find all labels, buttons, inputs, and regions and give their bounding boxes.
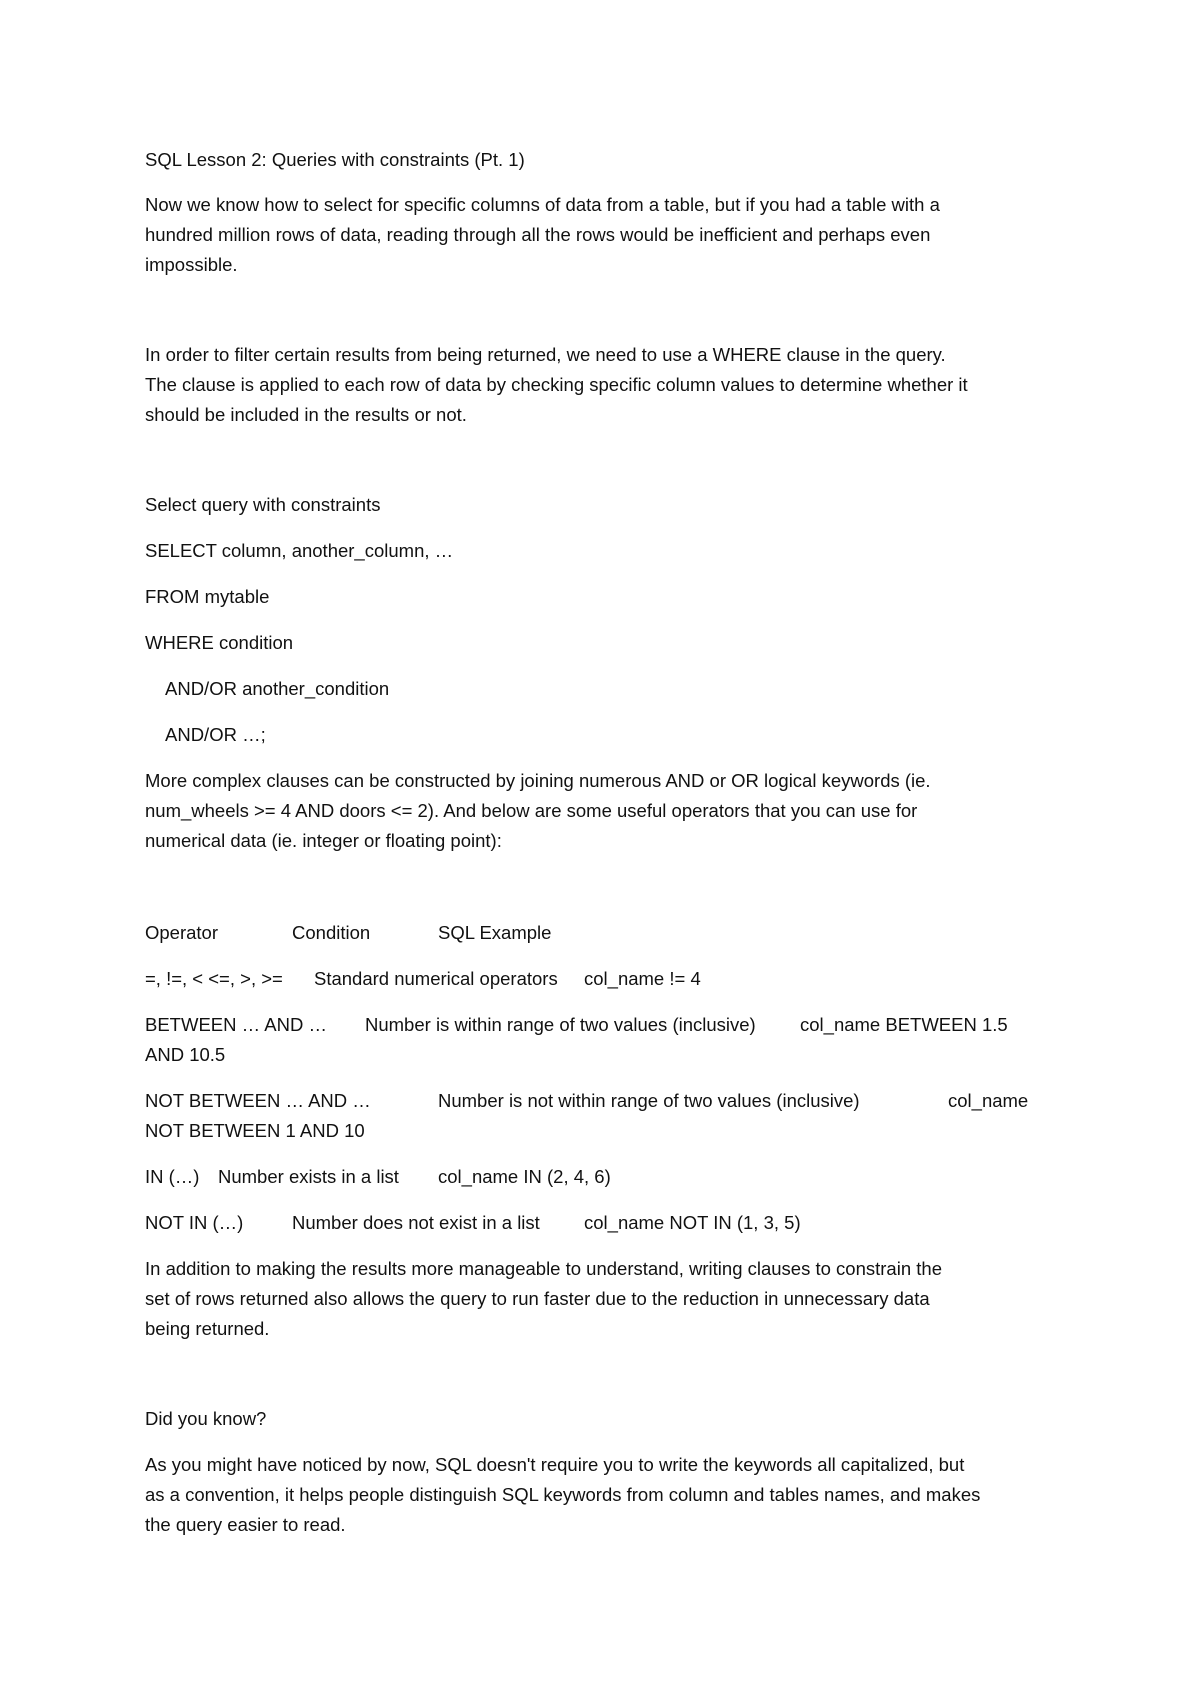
row4-example: col_name IN (2, 4, 6) xyxy=(438,1166,611,1187)
filter-line-3: should be included in the results or not. xyxy=(145,404,467,425)
syntax-select-line: SELECT column, another_column, … xyxy=(145,540,454,561)
intro-line-3: impossible. xyxy=(145,254,238,275)
syntax-where-line: WHERE condition xyxy=(145,632,294,653)
filter-line-2: The clause is applied to each row of data by checking specific column values to determine whether it xyxy=(145,374,968,395)
row1-condition: Standard numerical operators xyxy=(314,968,558,989)
complex-line-1: More complex clauses can be constructed by joining numerous AND or OR logical keywords (ie. xyxy=(145,770,931,791)
table-header-example: SQL Example xyxy=(438,922,552,943)
intro-line-1: Now we know how to select for specific columns of data from a table, but if you had a table with a xyxy=(145,194,940,215)
row4-operator: IN (…) xyxy=(145,1166,200,1187)
tip-line-3: the query easier to read. xyxy=(145,1514,346,1535)
syntax-heading: Select query with constraints xyxy=(145,494,381,515)
row1-operator: =, !=, < <=, >, >= xyxy=(145,968,283,989)
row2-operator: BETWEEN … AND … xyxy=(145,1014,327,1035)
tip-line-2: as a convention, it helps people distinguish SQL keywords from column and tables names, and makes xyxy=(145,1484,981,1505)
row5-operator: NOT IN (…) xyxy=(145,1212,244,1233)
complex-line-2: num_wheels >= 4 AND doors <= 2). And below are some useful operators that you can use for xyxy=(145,800,918,821)
row3-operator: NOT BETWEEN … AND … xyxy=(145,1090,371,1111)
table-header-operator: Operator xyxy=(145,922,219,943)
row5-example: col_name NOT IN (1, 3, 5) xyxy=(584,1212,801,1233)
page-title: SQL Lesson 2: Queries with constraints (Pt. 1) xyxy=(145,149,525,170)
addition-line-2: set of rows returned also allows the query to run faster due to the reduction in unnecessary data xyxy=(145,1288,930,1309)
row2-example-cont: AND 10.5 xyxy=(145,1044,226,1065)
row3-example: col_name xyxy=(948,1090,1029,1111)
tip-heading: Did you know? xyxy=(145,1408,267,1429)
addition-line-3: being returned. xyxy=(145,1318,270,1339)
row3-example-cont: NOT BETWEEN 1 AND 10 xyxy=(145,1120,365,1141)
intro-line-2: hundred million rows of data, reading through all the rows would be inefficient and perhaps even xyxy=(145,224,931,245)
row4-condition: Number exists in a list xyxy=(218,1166,399,1187)
table-header-condition: Condition xyxy=(292,922,371,943)
row5-condition: Number does not exist in a list xyxy=(292,1212,540,1233)
tip-line-1: As you might have noticed by now, SQL doesn't require you to write the keywords all capitalized, but xyxy=(145,1454,965,1475)
row1-example: col_name != 4 xyxy=(584,968,701,989)
complex-line-3: numerical data (ie. integer or floating point): xyxy=(145,830,502,851)
syntax-from-line: FROM mytable xyxy=(145,586,270,607)
row2-condition: Number is within range of two values (inclusive) xyxy=(365,1014,756,1035)
row2-example: col_name BETWEEN 1.5 xyxy=(800,1014,1008,1035)
filter-line-1: In order to filter certain results from being returned, we need to use a WHERE clause in the query. xyxy=(145,344,946,365)
syntax-andor-line: AND/OR another_condition xyxy=(165,678,390,699)
addition-line-1: In addition to making the results more manageable to understand, writing clauses to constrain the xyxy=(145,1258,942,1279)
row3-condition: Number is not within range of two values (inclusive) xyxy=(438,1090,860,1111)
syntax-andor-end-line: AND/OR …; xyxy=(165,724,266,745)
